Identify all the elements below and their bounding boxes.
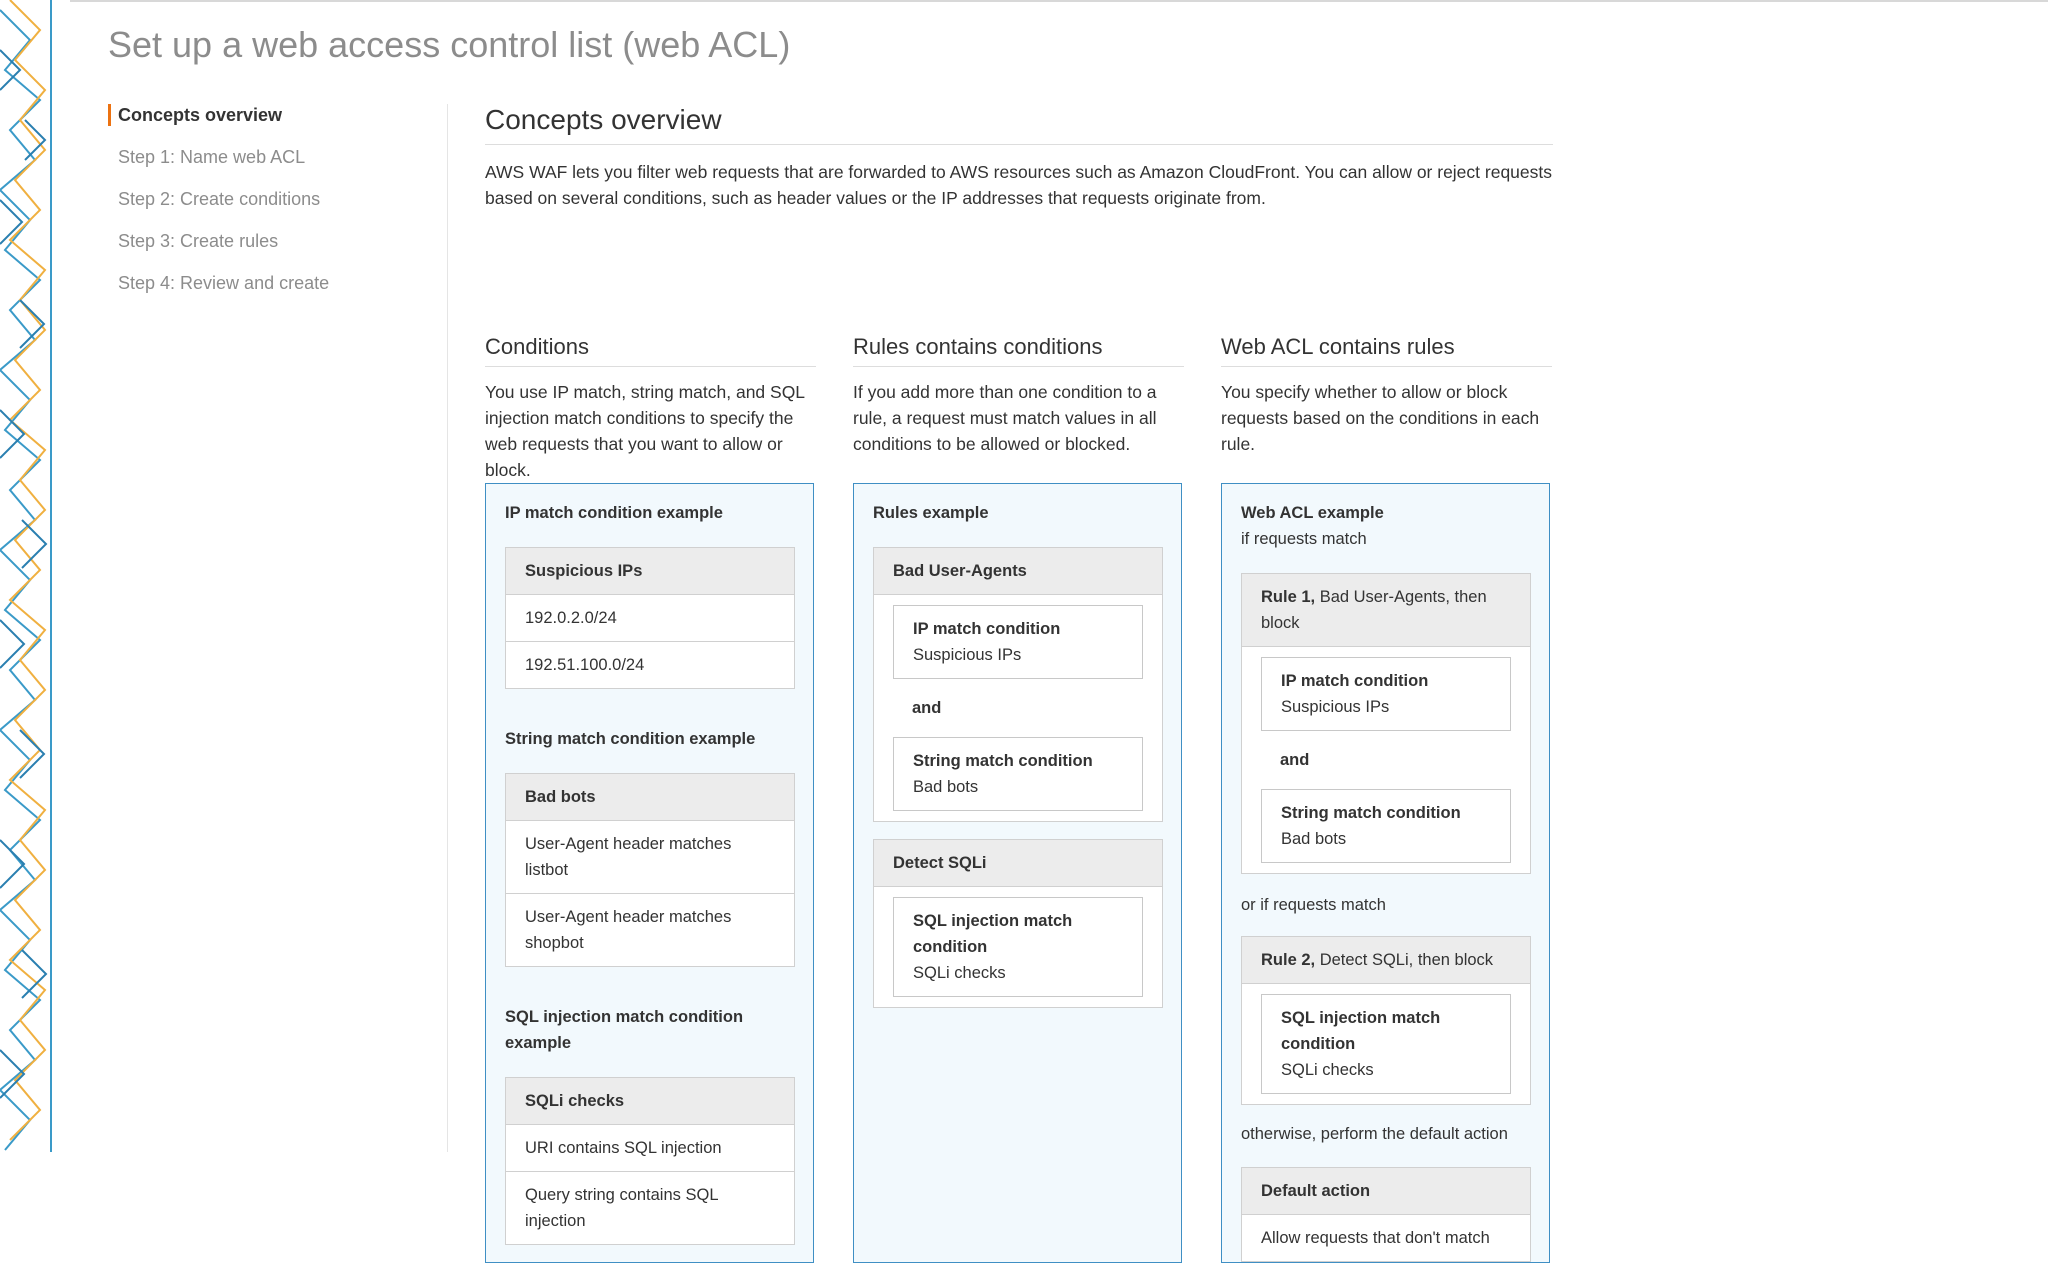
rule-description: Detect SQLi, then block [1315, 951, 1494, 969]
webacl-rule-2 [1241, 936, 1531, 1105]
table-row: User-Agent header matches shopbot [525, 908, 732, 952]
table-row: Query string contains SQL injection [525, 1186, 718, 1230]
nav-item-step-1[interactable]: Step 1: Name web ACL [118, 147, 306, 167]
rule-header [1242, 937, 1530, 984]
string-match-condition [1261, 789, 1511, 863]
sql-table [505, 1077, 795, 1245]
ip-table [505, 547, 795, 689]
condition-label: IP match condition [913, 620, 1061, 638]
top-divider [70, 0, 2048, 2]
intro-text: AWS WAF lets you filter web requests that are forwarded to AWS resources such as Amazon CloudFront. You can allow or reject requests based on several conditions, such as header values or the IP addresses that requests originate from. [485, 162, 1553, 208]
rule-header: Detect SQLi [874, 840, 1162, 887]
wizard-nav [108, 100, 448, 310]
default-action-table [1241, 1167, 1531, 1262]
condition-label: IP match condition [1281, 672, 1429, 690]
nav-item-step-4[interactable]: Step 4: Review and create [118, 273, 330, 293]
ip-match-condition [1261, 657, 1511, 731]
condition-label: String match condition [913, 752, 1093, 770]
rules-example-panel [853, 483, 1182, 1263]
and-connector: and [1280, 751, 1310, 769]
webacl-heading: Web ACL contains rules [1221, 334, 1552, 367]
string-match-condition [893, 737, 1143, 811]
sql-injection-condition [1261, 994, 1511, 1094]
condition-value: Suspicious IPs [913, 646, 1022, 664]
decorative-pattern-strip [0, 0, 52, 1152]
condition-label: String match condition [1281, 804, 1461, 822]
webacl-column [1221, 334, 1552, 457]
table-row: 192.51.100.0/24 [525, 656, 645, 674]
and-connector: and [912, 699, 942, 717]
webacl-example-panel [1221, 483, 1550, 1263]
string-table [505, 773, 795, 967]
section-heading: Concepts overview [485, 104, 1553, 145]
webacl-example-subtitle: if requests match [1241, 530, 1367, 548]
string-table-header: Bad bots [506, 774, 794, 821]
rules-example-title: Rules example [873, 504, 989, 522]
rule-detect-sqli [873, 839, 1163, 1008]
rule-bad-user-agents [873, 547, 1163, 822]
rule-number: Rule 1, [1261, 588, 1316, 606]
table-row: Allow requests that don't match [1261, 1229, 1490, 1247]
condition-label: SQL injection match condition [1281, 1009, 1441, 1053]
table-row: 192.0.2.0/24 [506, 595, 794, 642]
sql-injection-condition [893, 897, 1143, 997]
string-example-title: String match condition example [505, 730, 756, 748]
ip-example-title: IP match condition example [505, 504, 723, 522]
condition-value: SQLi checks [1281, 1061, 1374, 1079]
rule-number: Rule 2, [1261, 951, 1316, 969]
condition-value: Bad bots [913, 778, 979, 796]
rule-header: Bad User-Agents [874, 548, 1162, 595]
condition-value: Bad bots [1281, 830, 1347, 848]
rules-text: If you add more than one condition to a rule, a request must match values in all conditions to be allowed or blocked. [853, 382, 1157, 454]
ip-table-header: Suspicious IPs [506, 548, 794, 595]
page-title: Set up a web access control list (web ACL) [108, 24, 791, 65]
rule-description: Bad User-Agents, then block [1261, 588, 1487, 632]
condition-value: Suspicious IPs [1281, 698, 1390, 716]
conditions-heading: Conditions [485, 334, 816, 367]
conditions-column [485, 334, 816, 483]
rule-header [1242, 574, 1530, 647]
nav-item-step-3[interactable]: Step 3: Create rules [118, 231, 279, 251]
main-content [485, 104, 1553, 1247]
or-if-text: or if requests match [1241, 896, 1386, 914]
otherwise-text: otherwise, perform the default action [1241, 1125, 1508, 1143]
nav-item-step-2[interactable]: Step 2: Create conditions [118, 189, 321, 209]
nav-divider [447, 104, 448, 1152]
webacl-rule-1 [1241, 573, 1531, 874]
table-row: User-Agent header matches listbot [506, 821, 794, 894]
nav-item-concepts-overview[interactable]: Concepts overview [108, 100, 448, 142]
condition-label: SQL injection match condition [913, 912, 1073, 956]
rules-column [853, 334, 1184, 457]
webacl-example-title: Web ACL example [1241, 504, 1384, 522]
condition-value: SQLi checks [913, 964, 1006, 982]
webacl-text: You specify whether to allow or block requests based on the conditions in each rule. [1221, 382, 1540, 454]
table-row: URI contains SQL injection [506, 1125, 794, 1172]
conditions-text: You use IP match, string match, and SQL injection match conditions to specify the web requests that you want to allow or block. [485, 382, 805, 480]
sql-table-header: SQLi checks [506, 1078, 794, 1125]
default-action-header: Default action [1242, 1168, 1530, 1215]
ip-match-condition [893, 605, 1143, 679]
conditions-example-panel [485, 483, 814, 1263]
rules-heading: Rules contains conditions [853, 334, 1184, 367]
sql-example-title: SQL injection match condition example [505, 1008, 744, 1052]
